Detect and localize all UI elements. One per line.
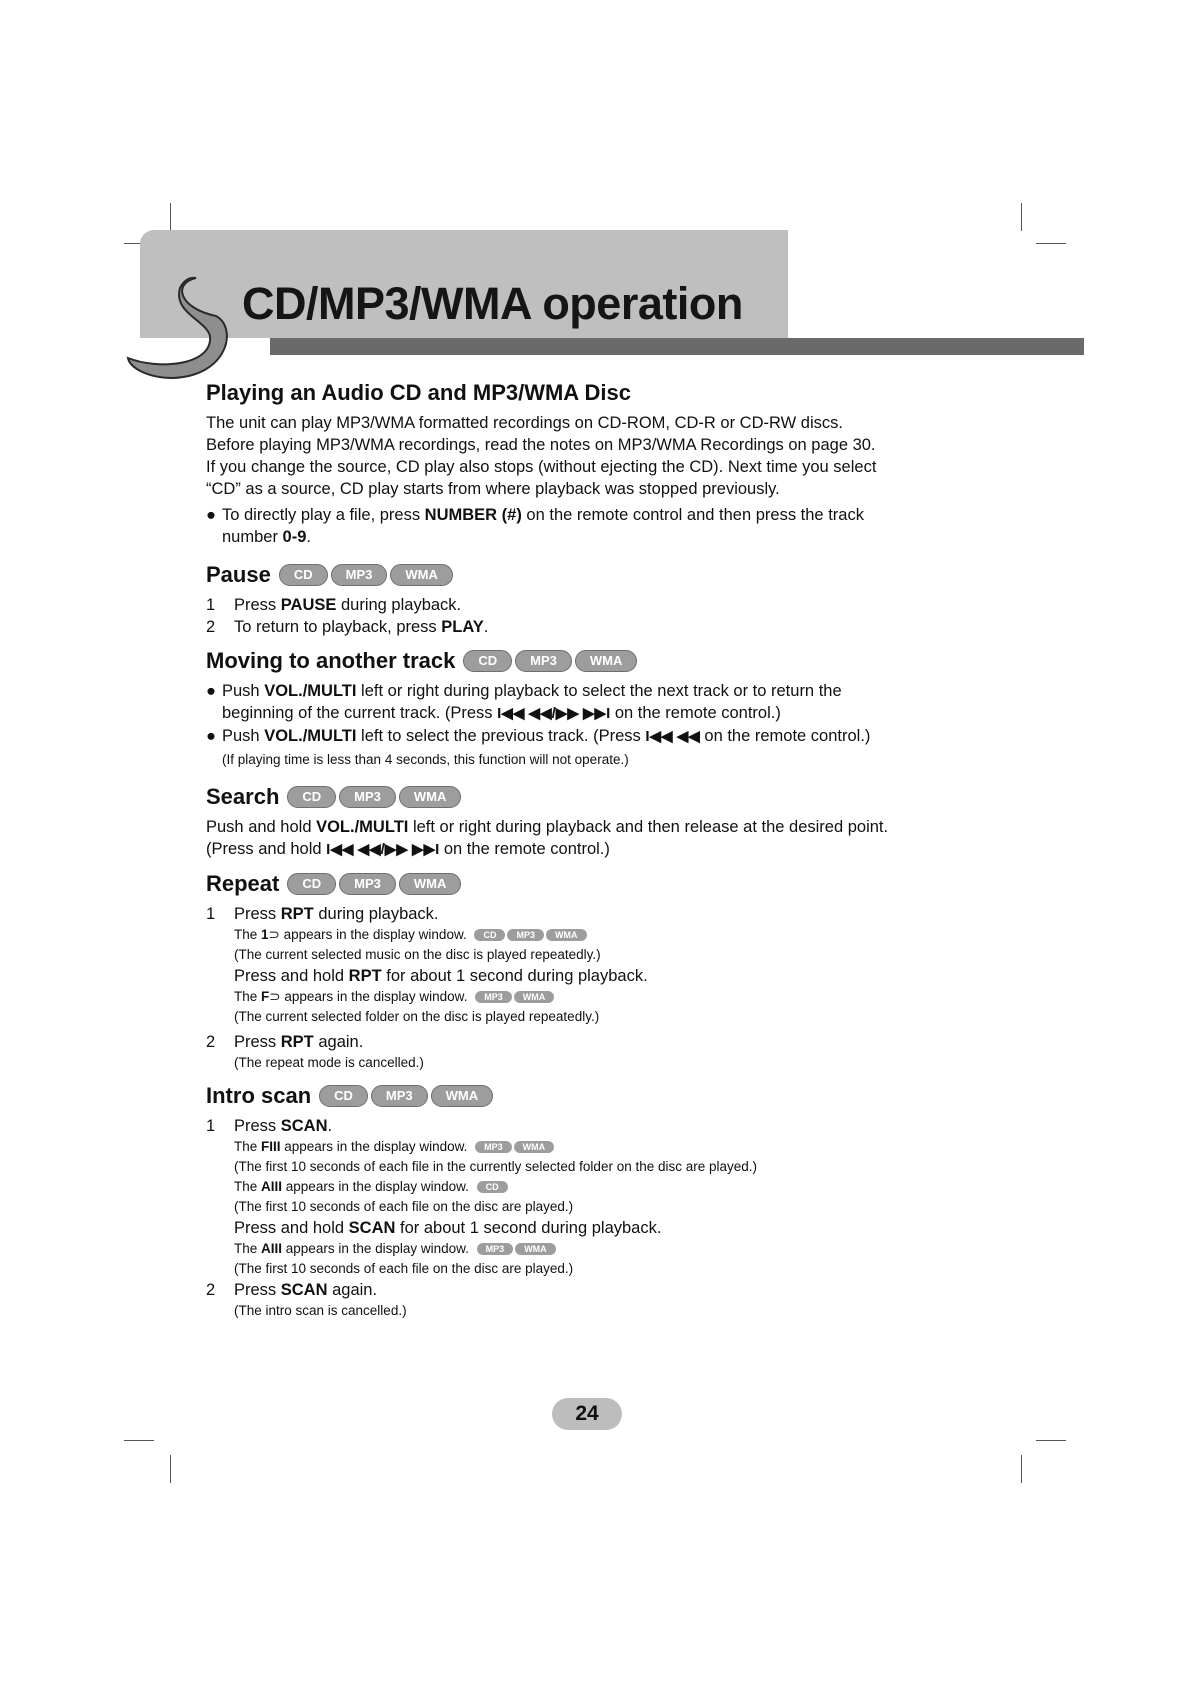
wma-badge: WMA [575,650,638,672]
bullet-icon: ● [206,727,216,745]
text: appears in the display window. [282,1241,469,1256]
step-text [234,965,1006,987]
step-item [206,1031,1006,1053]
note-text: (The current selected folder on the disc is played repeatedly.) [234,1009,600,1024]
section-title-search [206,782,1006,812]
text: Push [222,727,265,745]
skip-back-icon: I◀◀ ◀◀ [645,728,700,745]
header-rule [270,338,1084,355]
format-badges [477,1243,556,1255]
crop-mark [1036,243,1066,244]
bullet-item [206,504,1006,548]
bold-text: SCAN [348,1219,396,1237]
cd-badge: CD [319,1085,368,1107]
intro-paragraph: If you change the source, CD play also stops (without ejecting the CD). Next time you select [206,458,877,476]
section-title-text: Intro scan [206,1083,312,1108]
text: on the remote control.) [610,704,781,722]
format-badges [474,929,586,941]
text: appears in the display window. [282,1179,469,1194]
swoosh-logo-icon [118,258,258,388]
repeat-folder-icon: F [261,989,270,1004]
note-text: (The first 10 seconds of each file in the currently selected folder on the disc are played.) [234,1159,758,1174]
skip-search-icon: I◀◀ ◀◀/▶▶ ▶▶I [326,841,440,858]
format-badges [477,1181,508,1193]
format-badges [475,991,554,1003]
section-title-text: Pause [206,562,271,587]
text: on the remote control.) [439,840,610,858]
main-content [206,378,1006,1321]
note-text: (The first 10 seconds of each file on the disc are played.) [234,1261,574,1276]
mp3-badge: MP3 [339,873,396,895]
text: left to select the previous track. (Press [356,727,646,745]
section-title-intro-scan [206,1081,1006,1111]
bold-text: NUMBER (#) [424,506,522,524]
cd-badge: CD [477,1181,508,1193]
folder-scan-icon: FIII [261,1139,281,1154]
intro-paragraph: “CD” as a source, CD play starts from where playback was stopped previously. [206,480,780,498]
step-item [206,1279,1006,1301]
format-badges [287,786,461,808]
text: during playback. [313,905,439,923]
text: Press and hold [234,1219,349,1237]
text: for about 1 second during playback. [395,1219,662,1237]
text: Push [222,682,265,700]
format-badges [475,1141,554,1153]
display-note [234,987,1006,1007]
text: appears in the display window. [279,927,467,942]
step-item [206,903,1006,925]
text: appears in the display window. [280,989,468,1004]
mp3-badge: MP3 [475,991,512,1003]
wma-badge: WMA [514,991,555,1003]
all-scan-icon: AIII [261,1241,283,1256]
cd-badge: CD [287,873,336,895]
text: Press [234,905,281,923]
bold-text: PLAY [441,618,484,636]
wma-badge: WMA [546,929,587,941]
bold-text: VOL./MULTI [264,682,357,700]
step-text [234,1217,1006,1239]
intro-paragraph: The unit can play MP3/WMA formatted recordings on CD-ROM, CD-R or CD-RW discs. [206,414,843,432]
crop-mark [1021,1455,1022,1483]
step-item [206,594,1006,616]
text: . [483,618,489,636]
text: appears in the display window. [280,1139,468,1154]
bold-text: SCAN [280,1117,328,1135]
step-number: 1 [206,596,216,614]
section-title-playing: Playing an Audio CD and MP3/WMA Disc [206,380,631,405]
text: The [234,989,262,1004]
bullet-item [206,725,1006,770]
bold-text: VOL./MULTI [316,818,409,836]
mp3-badge: MP3 [371,1085,428,1107]
format-badges [319,1085,493,1107]
intro-paragraph: Before playing MP3/WMA recordings, read the notes on MP3/WMA Recordings on page 30. [206,436,876,454]
text: The [234,927,262,942]
text: . [327,1117,333,1135]
crop-mark [170,203,171,231]
step-number: 2 [206,1281,216,1299]
bullet-icon: ● [206,682,216,700]
text: (Press and hold [206,840,327,858]
text: left or right during playback and then release at the desired point. [408,818,889,836]
repeat-loop-icon: ⊃ [269,989,281,1004]
bullet-icon: ● [206,506,216,524]
text: Press and hold [234,967,349,985]
search-text [206,816,1006,838]
wma-badge: WMA [515,1243,556,1255]
section-title-text: Moving to another track [206,648,456,673]
note-text: (The first 10 seconds of each file on the disc are played.) [234,1199,574,1214]
wma-badge: WMA [390,564,453,586]
page-number: 24 [552,1398,622,1430]
mp3-badge: MP3 [475,1141,512,1153]
cd-badge: CD [287,786,336,808]
cd-badge: CD [279,564,328,586]
mp3-badge: MP3 [331,564,388,586]
section-title-moving [206,646,1006,676]
search-text [206,838,1006,861]
wma-badge: WMA [514,1141,555,1153]
section-title-text: Search [206,784,280,809]
step-number: 1 [206,1117,216,1135]
wma-badge: WMA [399,873,462,895]
text: To directly play a file, press [222,506,425,524]
display-note [234,1239,1006,1259]
bold-text: 0-9 [282,528,307,546]
section-title-pause [206,560,1006,590]
step-item [206,1115,1006,1137]
text: left or right during playback to select the next track or to return the [356,682,842,700]
text: The [234,1179,262,1194]
wma-badge: WMA [431,1085,494,1107]
mp3-badge: MP3 [477,1243,514,1255]
bold-text: PAUSE [280,596,337,614]
crop-mark [170,1455,171,1483]
bold-text: SCAN [280,1281,328,1299]
bold-text: RPT [280,905,314,923]
format-badges [287,873,461,895]
text: number [222,528,283,546]
crop-mark [1021,203,1022,231]
text: . [306,528,311,546]
section-title-text: Repeat [206,871,280,896]
step-number: 1 [206,905,216,923]
text: Press [234,1117,281,1135]
display-note [234,925,1006,945]
format-badges [279,564,453,586]
crop-mark [1036,1440,1066,1441]
repeat-one-icon: 1 [261,927,269,942]
text: on the remote control and then press the track [521,506,864,524]
text: again. [327,1281,378,1299]
text: To return to playback, press [234,618,442,636]
mp3-badge: MP3 [339,786,396,808]
step-number: 2 [206,618,216,636]
section-title-repeat [206,869,1006,899]
step-number: 2 [206,1033,216,1051]
mp3-badge: MP3 [507,929,544,941]
note-text: (The repeat mode is cancelled.) [234,1055,424,1070]
display-note [234,1177,1006,1197]
page-title: CD/MP3/WMA operation [242,278,743,329]
text: Press [234,1281,281,1299]
bold-text: RPT [348,967,382,985]
crop-mark [124,1440,154,1441]
note-text: (If playing time is less than 4 seconds, this function will not operate.) [222,752,629,767]
mp3-badge: MP3 [515,650,572,672]
text: for about 1 second during playback. [381,967,648,985]
wma-badge: WMA [399,786,462,808]
step-item [206,616,1006,638]
text: again. [313,1033,364,1051]
text: Press [234,596,281,614]
display-note [234,1137,1006,1157]
cd-badge: CD [463,650,512,672]
cd-badge: CD [474,929,505,941]
text: on the remote control.) [699,727,871,745]
intro-text [206,412,1006,500]
format-badges [463,650,637,672]
note-text: (The intro scan is cancelled.) [234,1303,407,1318]
skip-search-icon: I◀◀ ◀◀/▶▶ ▶▶I [497,705,611,722]
bold-text: VOL./MULTI [264,727,357,745]
bullet-item [206,680,1006,725]
text: Press [234,1033,281,1051]
text: Push and hold [206,818,317,836]
bold-text: RPT [280,1033,314,1051]
note-text: (The current selected music on the disc is played repeatedly.) [234,947,601,962]
text: during playback. [336,596,462,614]
all-scan-icon: AIII [261,1179,283,1194]
text: The [234,1139,262,1154]
text: The [234,1241,262,1256]
text: beginning of the current track. (Press [222,704,498,722]
repeat-loop-icon: ⊃ [268,927,280,942]
